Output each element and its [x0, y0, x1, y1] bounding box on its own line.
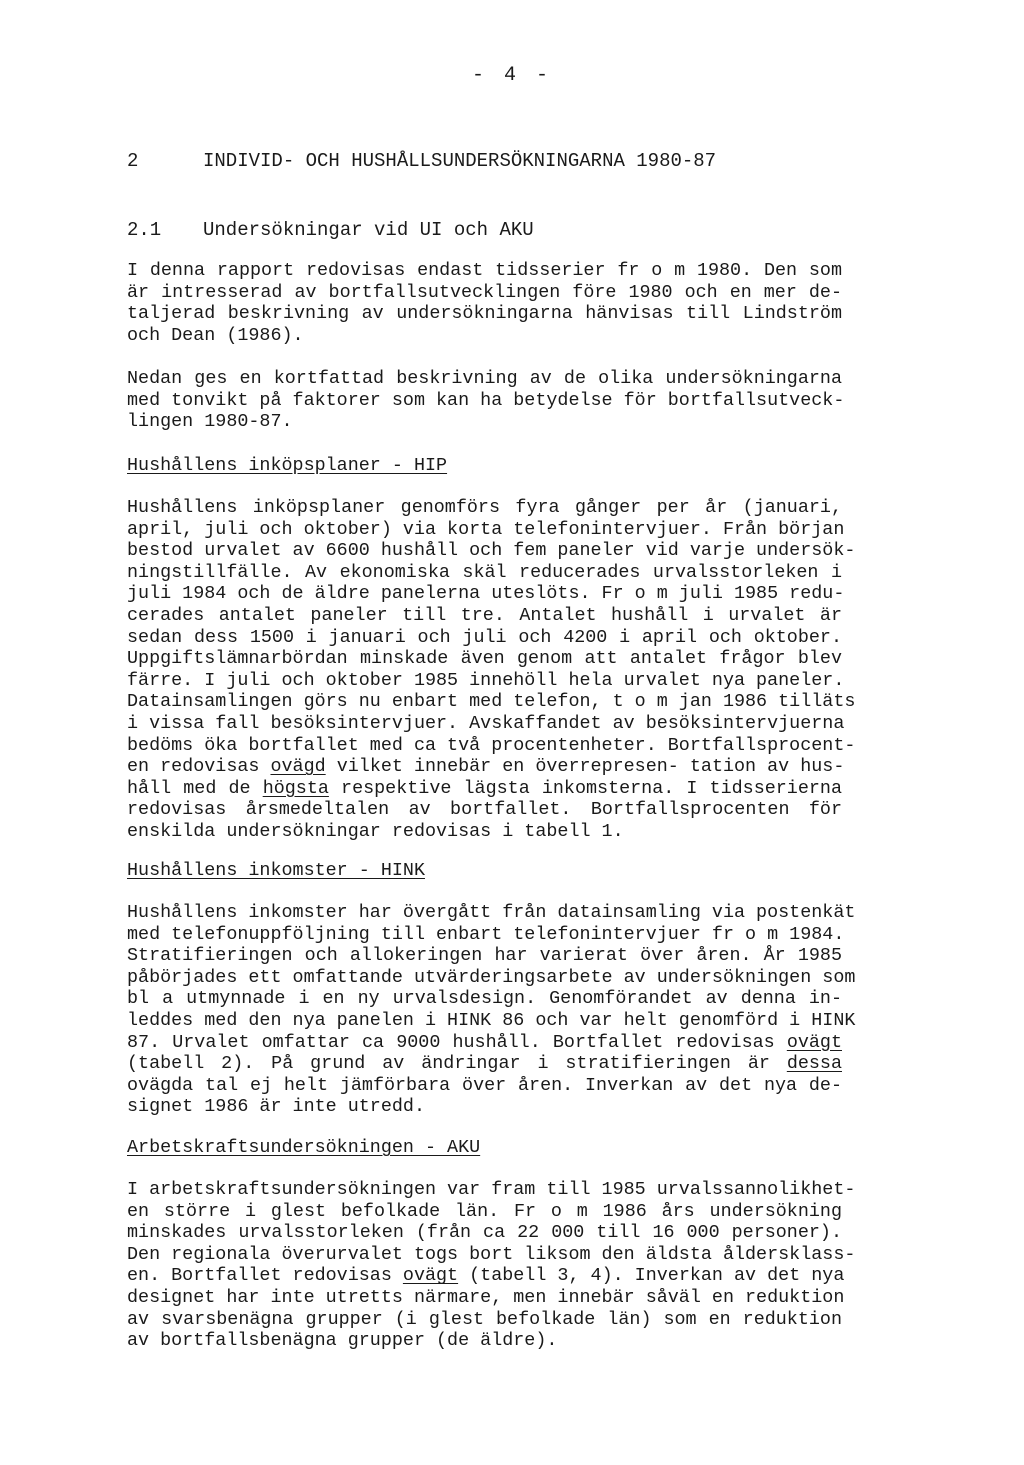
section-number: 2.1	[127, 219, 162, 241]
underlined-word: ovägt	[786, 1031, 842, 1053]
text-line: ningstillfälle. Av ekonomiska skäl reducerades urvalsstorleken i	[127, 561, 842, 583]
text-line: av bortfallsbenägna grupper (de äldre).	[127, 1330, 558, 1352]
underlined-word: dessa	[786, 1053, 842, 1075]
underlined-word: högsta	[262, 777, 329, 799]
text-line: med tonvikt på faktorer som kan ha betydelse för bortfallsutveck-	[127, 389, 845, 411]
underlined-word: ovägd	[270, 756, 326, 778]
text-line: i vissa fall besöksintervjuer. Avskaffandet av besöksintervjuerna	[127, 712, 845, 734]
text-line: enskilda undersökningar redovisas i tabell 1.	[127, 820, 624, 842]
text-line: sedan dess 1500 i januari och juli och 4200 i april och oktober.	[127, 626, 842, 648]
hip-paragraph	[127, 497, 856, 843]
underlined-word: ovägt	[402, 1265, 459, 1287]
intro-paragraph-2	[127, 368, 845, 433]
hink-heading: Hushållens inkomster - HINK	[127, 860, 425, 881]
text-line: en redovisas ovägd vilket innebär en överrepresen- tation av hus-	[127, 756, 845, 778]
text-line: bestod urvalet av 6600 hushåll och fem paneler vid varje undersök-	[127, 540, 856, 562]
text-line: bedöms öka bortfallet med ca två procentenheter. Bortfallsprocent-	[127, 734, 856, 756]
text-line: 87. Urvalet omfattar ca 9000 hushåll. Bortfallet redovisas ovägt	[127, 1031, 842, 1053]
aku-heading: Arbetskraftsundersökningen - AKU	[127, 1137, 481, 1158]
hip-heading: Hushållens inköpsplaner - HIP	[127, 455, 448, 476]
text-line: Datainsamlingen görs nu enbart med telefon, t o m jan 1986 tilläts	[127, 691, 856, 713]
text-line: I arbetskraftsundersökningen var fram till 1985 urvalssannolikhet-	[127, 1179, 856, 1200]
text-line: Hushållens inkomster har övergått från datainsamling via postenkät	[127, 902, 856, 923]
text-line: taljerad beskrivning av undersökningarna hänvisas till Lindström	[127, 303, 842, 325]
text-line: Nedan ges en kortfattad beskrivning av de olika undersökningarna	[127, 368, 842, 389]
text-line: cerades antalet paneler till tre. Antalet hushåll i urvalet är	[127, 604, 842, 626]
text-line: en. Bortfallet redovisas ovägt (tabell 3, 4). Inverkan av det nya	[127, 1265, 845, 1287]
text-line: redovisas årsmedeltalen av bortfallet. Bortfallsprocenten för	[127, 799, 842, 821]
text-line: och Dean (1986).	[127, 324, 304, 346]
text-line: en större i glest befolkade län. Fr o m 1986 års undersökning	[127, 1200, 842, 1222]
text-line: är intresserad av bortfallsutvecklingen före 1980 och en mer de-	[127, 281, 842, 303]
text-line: Hushållens inköpsplaner genomförs fyra gånger per år (januari,	[127, 497, 842, 518]
section-title: Undersökningar vid UI och AKU	[203, 219, 534, 241]
text-line: juli 1984 och de äldre panelerna uteslöts. Fr o m juli 1985 redu-	[127, 583, 845, 605]
text-line: lingen 1980-87.	[127, 411, 293, 433]
text-line: minskades urvalsstorleken (från ca 22 000 till 16 000 personer).	[127, 1222, 842, 1244]
text-line: håll med de högsta respektive lägsta inkomsterna. I tidsserierna	[127, 777, 842, 799]
text-line: med telefonuppföljning till enbart telefonintervjuer fr o m 1984.	[127, 923, 845, 945]
text-line: ovägda tal ej helt jämförbara över åren. Inverkan av det nya de-	[127, 1074, 842, 1096]
text-line: Den regionala överurvalet togs bort liksom den äldsta åldersklass-	[127, 1243, 856, 1265]
text-line: av svarsbenägna grupper (i glest befolkade län) som en reduktion	[127, 1308, 842, 1330]
chapter-title: INDIVID- OCH HUSHÅLLSUNDERSÖKNINGARNA 1980-87	[203, 150, 717, 172]
text-line: Uppgiftslämnarbördan minskade även genom att antalet frågor blev	[127, 648, 842, 670]
text-line: (tabell 2). På grund av ändringar i stratifieringen är dessa	[127, 1053, 842, 1075]
chapter-heading	[127, 150, 716, 172]
intro-paragraph-1	[127, 260, 842, 346]
text-line: I denna rapport redovisas endast tidsserier fr o m 1980. Den som	[127, 260, 842, 281]
hink-paragraph	[127, 902, 856, 1118]
text-line: designet har inte utretts närmare, men innebär såväl en reduktion	[127, 1286, 845, 1308]
text-line: leddes med den nya panelen i HINK 86 och var helt genomförd i HINK	[127, 1009, 856, 1031]
text-line: bl a utmynnade i en ny urvalsdesign. Genomförandet av denna in-	[127, 988, 842, 1010]
page-number: - 4 -	[471, 64, 552, 87]
text-line: april, juli och oktober) via korta telefonintervjuer. Från början	[127, 518, 845, 540]
section-heading	[127, 219, 534, 241]
text-line: påbörjades ett omfattande utvärderingsarbete av undersökningen som	[127, 966, 856, 988]
text-line: färre. I juli och oktober 1985 innehöll hela urvalet nya paneler.	[127, 669, 845, 691]
aku-paragraph	[127, 1179, 856, 1352]
text-line: signet 1986 är inte utredd.	[127, 1096, 425, 1118]
chapter-number: 2	[127, 150, 139, 172]
text-line: Stratifieringen och allokeringen har varierat över åren. År 1985	[127, 945, 842, 967]
